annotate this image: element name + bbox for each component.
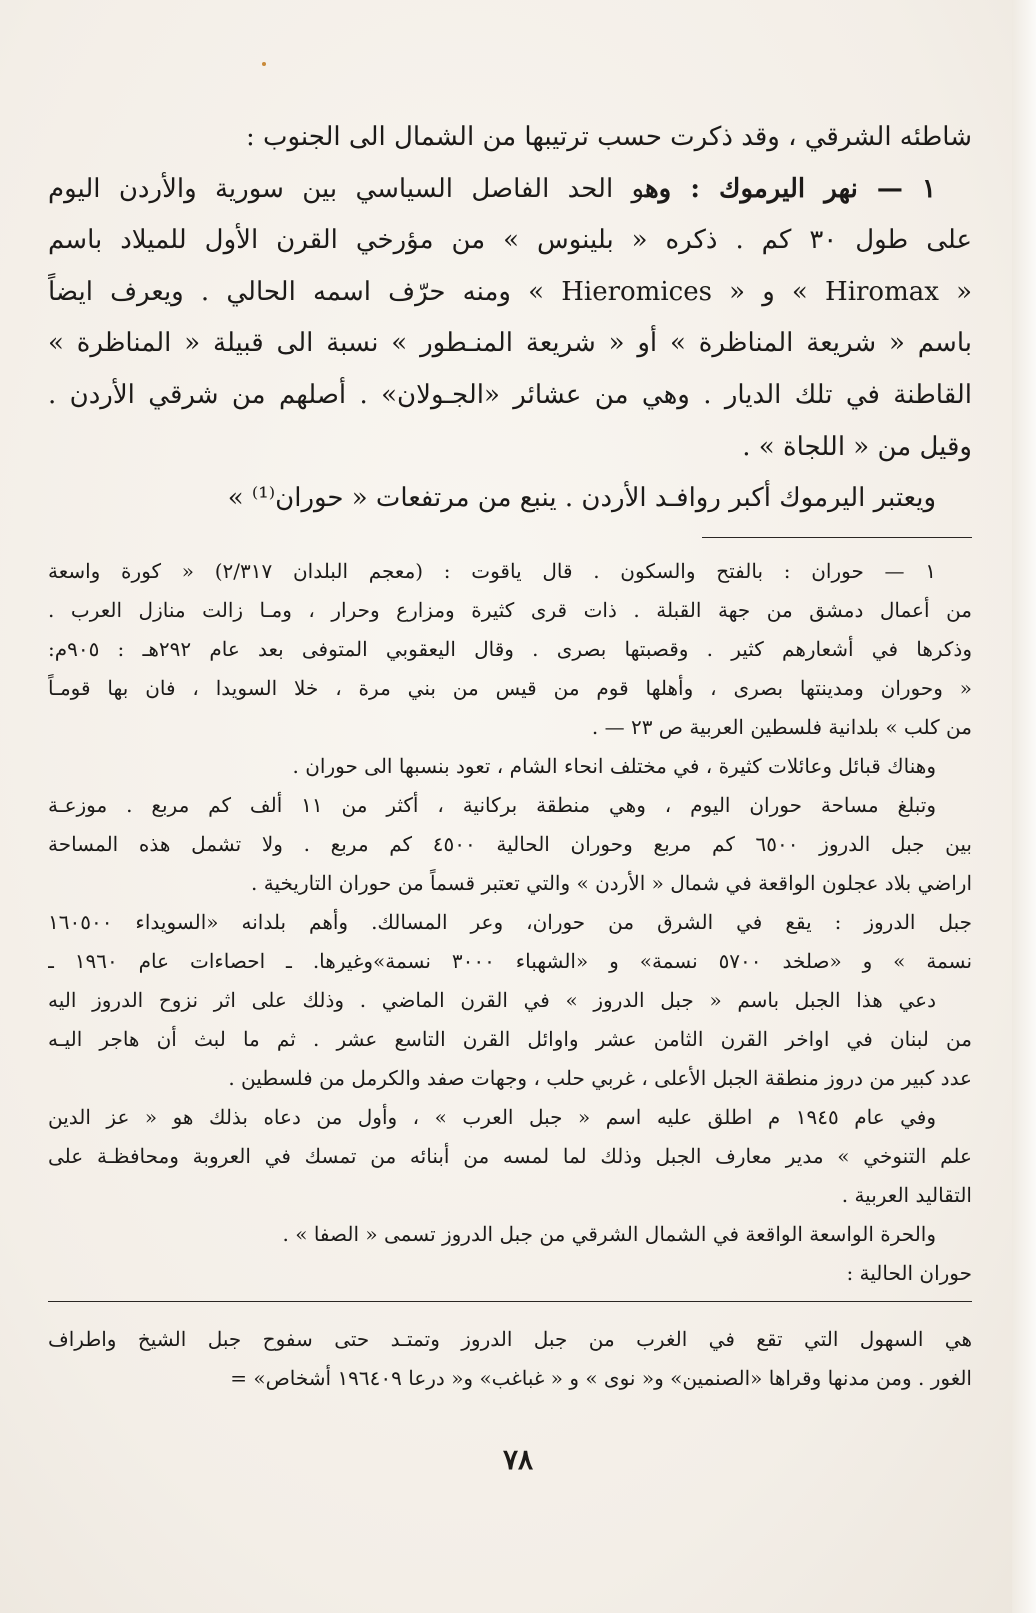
section-divider bbox=[48, 1301, 972, 1302]
main-text-line: على طول ٣٠ كم . ذكره « بلينوس » من مؤرخي القرن الأول للميلاد باسم bbox=[48, 225, 972, 256]
page-edge-shadow bbox=[1012, 0, 1036, 1613]
hawran-line: الغور . ومن مدنها وقراها «الصنمين» و« نوى » و « غباغب» و« درعا ١٩٦٤٠٩ أشخاص» = bbox=[230, 1365, 972, 1390]
footnote-line: « وحوران ومدينتها بصرى ، وأهلها قوم من قيس من بني مرة ، خلا السويدا ، فان بها قومـاً bbox=[48, 675, 972, 700]
footnote-line: ١ — حوران : بالفتح والسكون . قال ياقوت : (معجم البلدان ٢/٣١٧) « كورة واسعة bbox=[48, 558, 936, 583]
footnote-line: جبل الدروز : يقع في الشرق من حوران، وعر المسالك. وأهم بلدانه «السويداء ١٦٠٥٠٠ bbox=[48, 909, 972, 934]
footnote-line: من كلب » بلدانية فلسطين العربية ص ٢٣ — . bbox=[591, 714, 972, 739]
footnote-line: التقاليد العربية . bbox=[841, 1182, 972, 1207]
main-text-line: وقيل من « اللجاة » . bbox=[742, 431, 972, 462]
footnote-line: والحرة الواسعة الواقعة في الشمال الشرقي من جبل الدروز تسمى « الصفا » . bbox=[282, 1221, 936, 1246]
main-text-line: شاطئه الشرقي ، وقد ذكرت حسب ترتيبها من الشمال الى الجنوب : bbox=[245, 122, 972, 152]
footnote-line: من لبنان في اواخر القرن الثامن عشر واوائل القرن التاسع عشر . ثم ما لبث أن هاجر اليـه bbox=[48, 1026, 972, 1051]
footnote-line: وذكرها في أشعارهم كثير . وقصبتها بصرى . وقال اليعقوبي المتوفى بعد عام ٢٩٢هـ : ٩٠٥م: bbox=[48, 636, 972, 661]
footnote-line: وتبلغ مساحة حوران اليوم ، وهي منطقة بركانية ، أكثر من ١١ ألف كم مربع . موزعـة bbox=[48, 792, 936, 817]
main-text-line: باسم « شريعة المناظرة » أو « شريعة المنـطور » نسبة الى قبيلة « المناظرة » bbox=[48, 328, 972, 359]
page-number: ٧٨ bbox=[502, 1443, 534, 1476]
hawran-heading: حوران الحالية : bbox=[846, 1254, 972, 1293]
footnote-line: من أعمال دمشق من جهة القبلة . ذات قرى كثيرة ومزارع وحرار ، ومـا زالت منازل العرب . bbox=[48, 597, 972, 622]
footnote-separator bbox=[702, 537, 972, 538]
yarmouk-heading-line bbox=[48, 164, 972, 216]
footnote-line: اراضي بلاد عجلون الواقعة في شمال « الأردن » والتي تعتبر قسماً من حوران التاريخية . bbox=[251, 870, 972, 895]
footnote-line: عدد كبير من دروز منطقة الجبل الأعلى ، غربي حلب ، وجهات صفد والكرمل من فلسطين . bbox=[228, 1065, 972, 1090]
footnote-line: نسمة » و «صلخد ٥٧٠٠ نسمة» و «الشهباء ٣٠٠٠ نسمة»وغيرها. ـ احصاءات عام ١٩٦٠ ـ bbox=[48, 948, 972, 973]
main-text-line: و الحد الفاصل السياسي بين سورية والأردن اليوم bbox=[48, 173, 645, 204]
footnote-line: وهناك قبائل وعائلات كثيرة ، في مختلف انحاء الشام ، تعود بنسبها الى حوران . bbox=[292, 753, 936, 778]
yarmouk-heading: ١ — نهر اليرموك : وه bbox=[644, 173, 936, 204]
main-text-line: « Hiromax » و « Hieromices » ومنه حرّف اسمه الحالي . ويعرف ايضاً bbox=[48, 276, 972, 307]
main-text-line: ويعتبر اليرموك أكبر روافـد الأردن . ينبع من مرتفعات « حوران⁽¹⁾ » bbox=[227, 483, 936, 514]
hawran-heading-line bbox=[48, 1254, 972, 1293]
footnote-line: وفي عام ١٩٤٥ م اطلق عليه اسم « جبل العرب » ، وأول من دعاه بذلك هو « عز الدين bbox=[48, 1104, 937, 1129]
hawran-line: هي السهول التي تقع في الغرب من جبل الدروز وتمتـد حتى سفوح جبل الشيخ واطراف bbox=[48, 1326, 972, 1351]
ink-spot bbox=[262, 62, 266, 66]
footnote-line: علم التنوخي » مدير معارف الجبل وذلك لما لمسه من أبنائه من تمسك في العروبة ومحافظـة على bbox=[48, 1143, 972, 1168]
footnote-line: بين جبل الدروز ٦٥٠٠ كم مربع وحوران الحالية ٤٥٠٠ كم مربع . ولا تشمل هذه المساحة bbox=[48, 831, 972, 856]
main-text-line: القاطنة في تلك الديار . وهي من عشائر «الجـولان» . أصلهم من شرقي الأردن . bbox=[48, 379, 972, 410]
page-content bbox=[48, 112, 972, 1398]
footnote-line: دعي هذا الجبل باسم « جبل الدروز » في القرن الماضي . وذلك على اثر نزوح الدروز اليه bbox=[48, 987, 936, 1012]
